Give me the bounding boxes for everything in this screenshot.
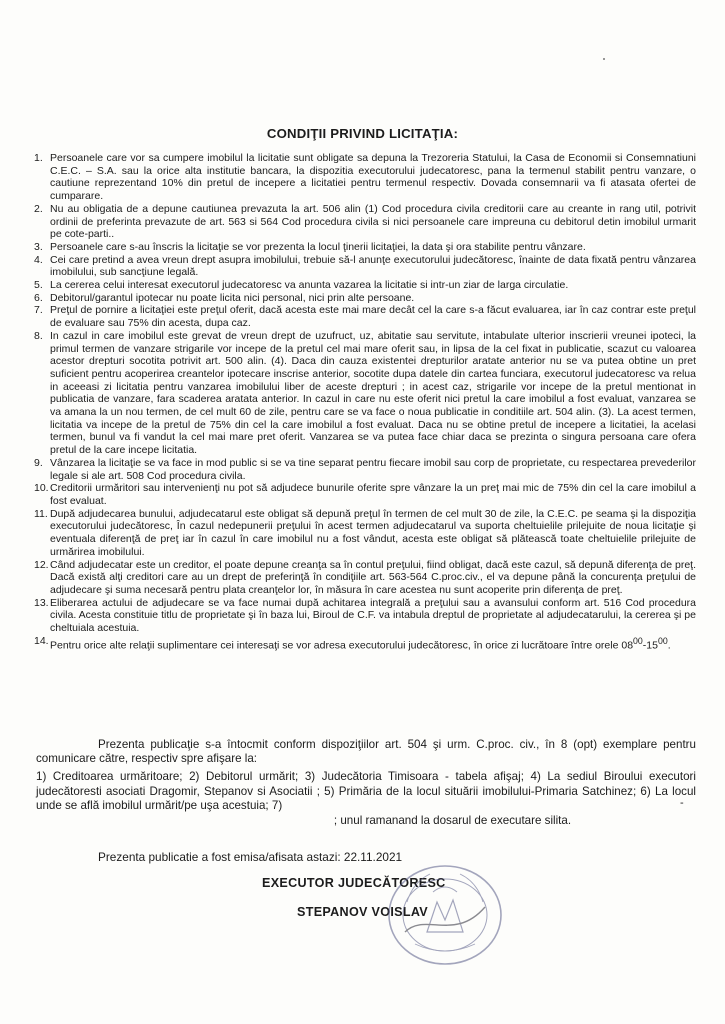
executor-title: EXECUTOR JUDECĂTORESC <box>262 876 446 890</box>
condition-text: La cererea celui interesat executorul judecatoresc va anunta vazarea la licitatie si intr-un ziar de larga circulatie. <box>50 279 569 292</box>
condition-number: 8. <box>34 329 43 342</box>
condition-text: In cazul in care imobilul este grevat de vreun drept de uzufruct, uz, abitatie sau servitute, intabulate ulterior inscrierii vreunei ipoteci, la primul termen de vanzare strigarile vor incepe de la pretul cel mai mare oferit sau, in lipsa de la cel fixat in publicatie, scazut cu valoarea acestor drepturi socotita potrivit art. 500 alin. (4). Daca din cauza existentei drepturilor aratate anterior nu se va putea obtine un pret suficient pentru acoperirea creantelor ipotecare inscrise anterior, socotite dupa datele din cartea funciara, executorul judecatoresc va relua in aceeasi zi licitatia pentru vanzarea imobilului liber de aceste drepturi ; in acest caz, strigarile vor incepe de la pretul mentionat in publicatia de vanzare, fara scaderea aratata anterior. In cazul in care nu este oferit nici pretul la care imobilul a fost evaluat, vanzarea se va amana la un nou termen, de cel mult 60 de zile, pentru care se va face o noua publicatie in conditiile art. 504 alin. (3). La acest termen, licitatia va incepe de la pretul de 75% din cel la care imobilul a fost evaluat. Daca nu se obtine pretul de incepere a licitatiei, la acelasi termen, bunul va fi vandut la cel mai mare pret oferit. Vanzarea se va putea face chiar daca se prezinta o singura persoana care ofera pretul de la care incepe licitatia. <box>50 329 696 457</box>
condition-number: 3. <box>34 240 43 253</box>
hours-superscript: 00 <box>657 635 668 646</box>
condition-item <box>36 292 696 305</box>
condition-item <box>36 152 696 203</box>
condition-number: 9. <box>34 456 43 469</box>
condition-text: Eliberarea actului de adjudecare se va face numai după achitarea integrală a preţului sau a avansului conform art. 516 Cod procedura civila. Acesta constituie titlu de proprietate şi în baza lui, Biroul de C.F. va intabula dreptul de proprietate al adjudecatarului, la cererea şi pe cheltuiala acestuia. <box>50 596 696 635</box>
condition-number: 4. <box>34 253 43 266</box>
hours-text: . <box>667 639 671 652</box>
condition-item <box>36 279 696 292</box>
condition-number: 14. <box>34 634 49 647</box>
condition-text <box>50 635 696 652</box>
condition-text: Persoanele care vor sa cumpere imobilul la licitatie sunt obligate sa depuna la Trezoreria Statului, la Casa de Economii si Consemnatiuni C.E.C. – S.A. sau la orice alta institutie bancara, la dispozitia executorului judecatoresc, pana la termenul stabilit pentru vanzare, o cautiune reprezentand 10% din pretul de incepere a licitatiei pentru termenul respectiv. Dovada consemnarii va fi atasata ofertei de cumparare. <box>50 152 696 203</box>
condition-text: Preţul de pornire a licitaţiei este preţul oferit, dacă acesta este mai mare decât cel la care s-a făcut evaluarea, iar în caz contrar este preţul de evaluare sau 75% din acesta, dupa caz. <box>50 304 696 330</box>
ordinance-paragraph: Prezenta publicaţie s-a întocmit conform dispoziţiilor art. 504 şi urm. C.proc. civ., în 8 (opt) exemplare pentru comunicare către, respectiv spre afişare la: <box>36 738 696 766</box>
condition-item <box>36 635 696 652</box>
executor-name: STEPANOV VOISLAV <box>297 905 428 919</box>
condition-item <box>36 254 696 279</box>
condition-text: Debitorul/garantul ipotecar nu poate licita nici personal, nici prin alte persoane. <box>50 291 415 304</box>
hours-text: -15 <box>642 639 658 652</box>
condition-number: 1. <box>34 152 43 164</box>
condition-text: După adjudecarea bunului, adjudecatarul este obligat să depună preţul în termen de cel mult 30 de zile, la C.E.C. pe seama şi la dispoziţia executorului judecătoresc, În cazul nedepunerii preţului în acest termen adjudecatarul va suporta cheltuielile prilejuite de noua licitaţie şi eventuala diferenţă de preţ iar în cazul în care imobilul nu a fost vândut, acesta este obligat să plătească toate cheltuielile prilejuite de urmărirea imobilului. <box>50 507 696 558</box>
issue-date-line: Prezenta publicatie a fost emisa/afisata astazi: 22.11.2021 <box>98 850 403 864</box>
condition-text: Persoanele care s-au înscris la licitaţie se vor prezenta la locul ţinerii licitaţiei, la data şi ora stabilite pentru vânzare. <box>50 240 586 253</box>
condition-number: 13. <box>34 596 49 609</box>
trailing-dash: - <box>680 797 684 809</box>
condition-item <box>36 508 696 559</box>
recipients-paragraph: 1) Creditoarea urmăritoare; 2) Debitorul urmărit; 3) Judecătoria Timisoara - tabela afişaj; 4) La sediul Biroului executori judecătoresti asociati Dragomir, Stepanov si Asociatii ; 5) Primăria de la locul situării imobilului-Primaria Satchinez; 6) La locul unde se află imobilul urmărit/pe uşa acestuia; 7) <box>36 770 696 813</box>
condition-item <box>36 304 696 329</box>
condition-text: Cei care pretind a avea vreun drept asupra imobilului, trebuie să-l anunţe executorului judecătoresc, înainte de data fixată pentru vânzarea imobilului, sub sancţiune legală. <box>50 253 696 279</box>
condition-text: Vânzarea la licitaţie se va face in mod public si se va tine separat pentru fiecare imobil sau corp de proprietate, cu respectarea prevederilor legale si ale art. 508 Cod procedura civila. <box>50 456 696 482</box>
official-stamp-seal <box>385 862 505 967</box>
hours-superscript: 00 <box>633 635 643 646</box>
conditions-list <box>36 152 696 652</box>
remaining-copy-note: ; unul ramanand la dosarul de executare silita. <box>333 814 572 827</box>
condition-item <box>36 203 696 241</box>
condition-item <box>36 330 696 457</box>
condition-number: 11. <box>34 507 48 520</box>
condition-number: 7. <box>34 304 43 317</box>
condition-number: 5. <box>34 279 43 292</box>
condition-item <box>36 482 696 507</box>
condition-item <box>36 241 696 254</box>
condition-number: 2. <box>34 202 43 215</box>
document-title: CONDIŢII PRIVIND LICITAŢIA: <box>266 126 459 141</box>
condition-text: Nu au obligatia de a depune cautiunea prevazuta la art. 506 alin (1) Cod procedura civila creditorii care au creante in rang util, potrivit ordinii de preferinta prevazute de art. 563 si 564 Cod procedura civila si nici persoanele care impreuna cu debitorul detin imobilul urmarit pe cote-parti.. <box>50 202 696 241</box>
condition-item <box>36 457 696 482</box>
condition-text: Când adjudecatar este un creditor, el poate depune creanţa sa în contul preţului, fiind obligat, dacă este cazul, să depună diferenţa de preţ. Dacă există alţi creditori care au un drept de preferinţă în condiţiile art. 563-564 C.proc.civ., el va depune până la concurenţa preţului de adjudecare şi suma necesară pentru plata creanţelor lor, în măsura în care acestea nu sunt acoperite prin diferenţa de preţ. <box>50 558 696 596</box>
condition-number: 12. <box>34 558 49 571</box>
condition-item <box>36 559 696 597</box>
condition-item <box>36 597 696 635</box>
condition-number: 6. <box>34 291 43 304</box>
condition-number: 10. <box>34 482 49 495</box>
condition-text: Creditorii urmăritori sau intervenienţi nu pot să adjudece bunurile oferite spre vânzare la un preţ mai mic de 75% din cel la care imobilul a fost evaluat. <box>50 482 696 507</box>
hours-text: Pentru orice alte relaţii suplimentare cei interesaţi se vor adresa executorului judecătoresc, în orice zi lucrătoare între orele 08 <box>50 639 634 652</box>
scan-speck <box>603 58 605 60</box>
